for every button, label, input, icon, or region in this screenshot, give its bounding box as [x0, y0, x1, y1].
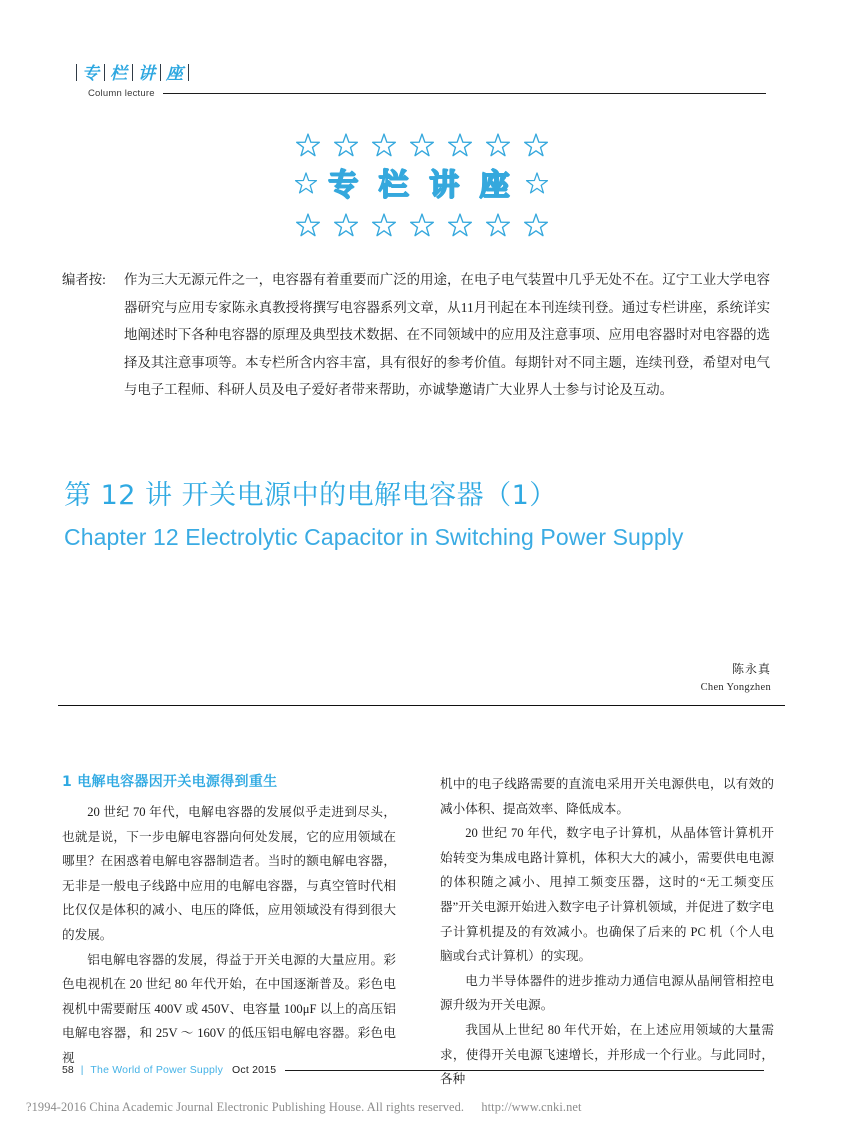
author-name-english: Chen Yongzhen: [700, 682, 771, 693]
editor-note-body: 作为三大无源元件之一，电容器有着重要而广泛的用途，在电子电气装置中几乎无处不在。辽宁工业大学电容器研究与应用专家陈永真教授将撰写电容器系列文章，从11月刊起在本刊连续刊登。通过专栏讲座，系统详实地阐述时下各种电容器的原理及典型技术数据、在不同领域中的应用及注意事项、应用电容器时对电容器的选择及其注意事项等。本专栏所含内容丰富，具有很好的参考价值。每期针对不同主题，连续刊登，希望对电气与电子工程师、科研人员及电子爱好者带来帮助，亦诚挚邀请广大业界人士参与讨论及互动。: [124, 272, 770, 397]
masthead-divider-bar: [188, 64, 189, 81]
star-icon: [447, 133, 473, 159]
paragraph: 20 世纪 70 年代，电解电容器的发展似乎走进到尽头，也就是说，下一步电解电容器向何处发展，它的应用领域在哪里？在困惑着电解电容器制造者。当时的额电解电容器，无非是一般电子线路中应用的电解电容器，与真空管时代相比仅仅是体积的减小、电压的降低，应用领域没有得到很大的发展。: [62, 805, 396, 942]
masthead-char-3: 讲: [138, 64, 155, 84]
author-divider-rule: [58, 705, 785, 706]
section-heading: 1 电解电容器因开关电源得到重生: [62, 774, 278, 790]
masthead-divider-bar: [76, 64, 77, 81]
star-icon: [485, 133, 511, 159]
paragraph: 电力半导体器件的进步推动力通信电源从晶闸管相控电源升级为开关电源。: [440, 973, 774, 1013]
masthead: [72, 62, 772, 99]
masthead-char-2: 栏: [110, 64, 127, 84]
star-icon: [295, 133, 321, 159]
copyright-text: ?1994-2016 China Academic Journal Electronic Publishing House. All rights reserved.: [26, 1100, 465, 1114]
star-icon: [409, 133, 435, 159]
author-name-chinese: 陈永真: [731, 662, 771, 676]
banner-mid-left-stars: [290, 172, 322, 201]
star-icon: [523, 213, 549, 239]
paragraph: 20 世纪 70 年代，数字电子计算机，从晶体管计算机开始转变为集成电路计算机，体积大大的减小，需要供电电源的体积随之减小、甩掉工频变压器，这时的“无工频变压器”开关电源开始进入数字电子计算机领域，并促进了数字电子计算机提及的有效减小。也确保了后来的 PC 机（个人电脑或台式计算机）的实现。: [440, 826, 774, 964]
star-icon: [525, 172, 549, 196]
masthead-english-subtitle: Column lecture: [88, 88, 155, 99]
masthead-divider-bar: [160, 64, 161, 81]
decorative-star-banner: [0, 128, 843, 244]
star-icon: [371, 133, 397, 159]
copyright-notice: [26, 1100, 582, 1115]
masthead-rule: [163, 93, 766, 94]
page-title: 第 12 讲 开关电源中的电解电容器（1）: [64, 480, 557, 511]
star-icon: [294, 172, 318, 196]
banner-bottom-star-row: [289, 208, 555, 244]
masthead-divider-bar: [132, 64, 133, 81]
left-column: [62, 772, 396, 1071]
banner-mid-right-stars: [521, 172, 553, 201]
copyright-url: http://www.cnki.net: [481, 1100, 582, 1114]
masthead-english-subtitle-row: [88, 88, 772, 99]
star-icon: [447, 213, 473, 239]
star-icon: [333, 133, 359, 159]
banner-top-star-row: [289, 128, 555, 164]
footer-rule: [285, 1070, 764, 1071]
banner-title-text: 专 栏 讲 座: [328, 168, 515, 203]
star-icon: [409, 213, 435, 239]
editor-note-label: 编者按:: [62, 272, 106, 287]
masthead-char-4: 座: [166, 64, 183, 84]
paragraph: 机中的电子线路需要的直流电采用开关电源供电，以有效的减小体积、提高效率、降低成本。: [440, 777, 774, 816]
footer-separator: |: [80, 1064, 84, 1076]
star-icon: [295, 213, 321, 239]
author-block: [701, 660, 771, 697]
paragraph: 我国从上世纪 80 年代开始，在上述应用领域的大量需求，使得开关电源飞速增长，并形成一个行业。与此同时，各种: [440, 1022, 774, 1087]
star-icon: [371, 213, 397, 239]
masthead-divider-bar: [104, 64, 105, 81]
journal-name: The World of Power Supply: [90, 1064, 224, 1076]
paragraph: 铝电解电容器的发展，得益于开关电源的大量应用。彩色电视机在 20 世纪 80 年代开始，在中国逐渐普及。彩色电视机中需要耐压 400V 或 450V、电容量 100μF 以上的高压铝电解电容器，和 25V ～ 160V 的低压铝电解电容器。彩色电视: [62, 952, 396, 1065]
masthead-chinese-title: [72, 62, 772, 84]
issue-date: Oct 2015: [232, 1064, 277, 1076]
page-title-english: Chapter 12 Electrolytic Capacitor in Switching Power Supply: [64, 524, 684, 550]
star-icon: [333, 213, 359, 239]
star-icon: [523, 133, 549, 159]
masthead-char-1: 专: [82, 64, 99, 84]
editor-note: [62, 266, 770, 404]
page-footer: [62, 1064, 774, 1076]
article-title-block: [64, 478, 774, 554]
star-icon: [485, 213, 511, 239]
page-number: 58: [62, 1064, 74, 1076]
banner-middle-row: [290, 164, 552, 208]
right-column: [440, 772, 774, 1092]
